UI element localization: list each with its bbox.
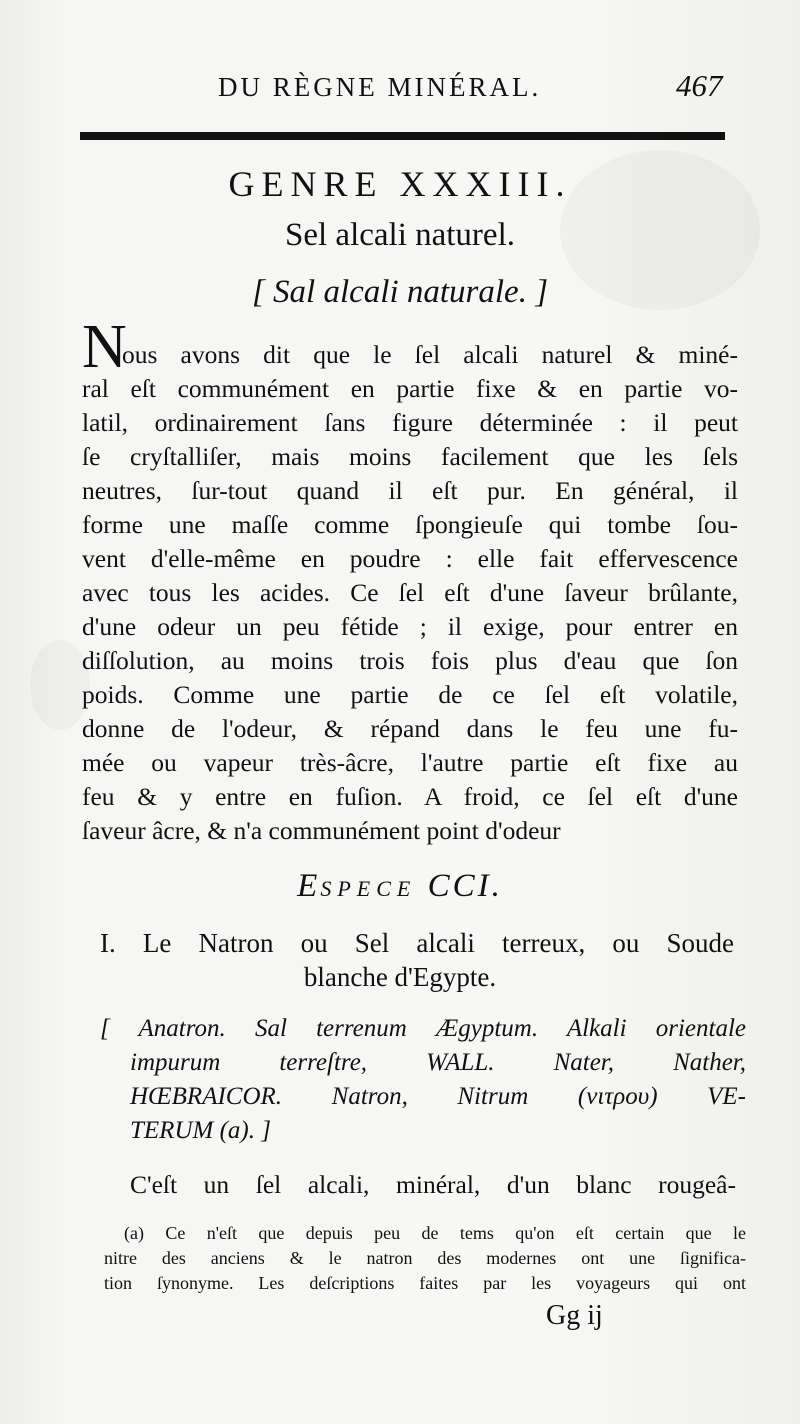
species-title: I. Le Natron ou Sel alcali terreux, ou Soude [100, 928, 734, 958]
genre-subtitle: Sel alcali naturel. [285, 217, 515, 253]
paper-stain [30, 640, 90, 730]
paragraph-line: donne de l'odeur, & répand dans le feu une fu- [82, 714, 738, 743]
espece-number: CCI. [416, 868, 503, 904]
footnote-line: tion ſynonyme. Les deſcriptions faites par les voyageurs qui ont [104, 1273, 746, 1293]
espece-initial: E [297, 868, 321, 904]
footnote-line: (a) Ce n'eſt que depuis peu de tems qu'on eſt certain que le [124, 1223, 746, 1243]
synonym-line: TERUM (a). ] [130, 1117, 271, 1144]
synonym-line: [ Anatron. Sal terrenum Ægyptum. Alkali orientale [100, 1015, 746, 1042]
paragraph-line: ſaveur âcre, & n'a communément point d'odeur [82, 816, 561, 845]
page-number: 467 [676, 68, 723, 103]
paragraph-line: forme une maſſe comme ſpongieuſe qui tombe ſou- [82, 510, 738, 539]
header-rule [80, 132, 725, 140]
genre-title: GENRE XXXIII. [228, 164, 572, 204]
espece-small-caps: SPECE [320, 876, 417, 901]
paragraph-line: vent d'elle-même en poudre : elle fait effervescence [82, 544, 738, 573]
footnote-line: nitre des anciens & le natron des modernes ont une ſignifica- [104, 1248, 746, 1268]
drop-cap: N [82, 313, 127, 381]
paragraph-line: avec tous les acides. Ce ſel eſt d'une ſaveur brûlante, [82, 578, 738, 607]
synonym-line: HŒBRAICOR. Natron, Nitrum (νιτρου) VE- [130, 1083, 746, 1110]
paragraph-line: mée ou vapeur très-âcre, l'autre partie eſt fixe au [82, 748, 738, 777]
paragraph-line: ſe cryſtalliſer, mais moins facilement que les ſels [82, 442, 738, 471]
paragraph-line: diſſolution, au moins trois fois plus d'eau que ſon [82, 646, 738, 675]
paragraph-line: poids. Comme une partie de ce ſel eſt volatile, [82, 680, 738, 709]
paragraph-line: feu & y entre en fuſion. A froid, ce ſel eſt d'une [82, 782, 738, 811]
paragraph-line: C'eſt un ſel alcali, minéral, d'un blanc rougeâ- [130, 1170, 736, 1199]
genre-latin-name: [ Sal alcali naturale. ] [251, 274, 549, 310]
paragraph-line: d'une odeur un peu fétide ; il exige, pour entrer en [82, 612, 738, 641]
signature-mark: Gg ij [546, 1300, 603, 1331]
species-title-continued: blanche d'Egypte. [303, 962, 497, 992]
paragraph-line: ral eſt communément en partie fixe & en partie vo- [82, 374, 738, 403]
first-line-text: ous avons dit que le ſel alcali naturel & miné- [122, 340, 738, 369]
espece-heading [0, 868, 800, 905]
paragraph-line: neutres, ſur-tout quand il eſt pur. En général, il [82, 476, 738, 505]
running-head: DU RÈGNE MINÉRAL. [218, 72, 542, 102]
paragraph-line [82, 313, 738, 381]
synonym-line: impurum terreſtre, WALL. Nater, Nather, [130, 1049, 746, 1076]
paragraph-line: latil, ordinairement ſans figure déterminée : il peut [82, 408, 738, 437]
